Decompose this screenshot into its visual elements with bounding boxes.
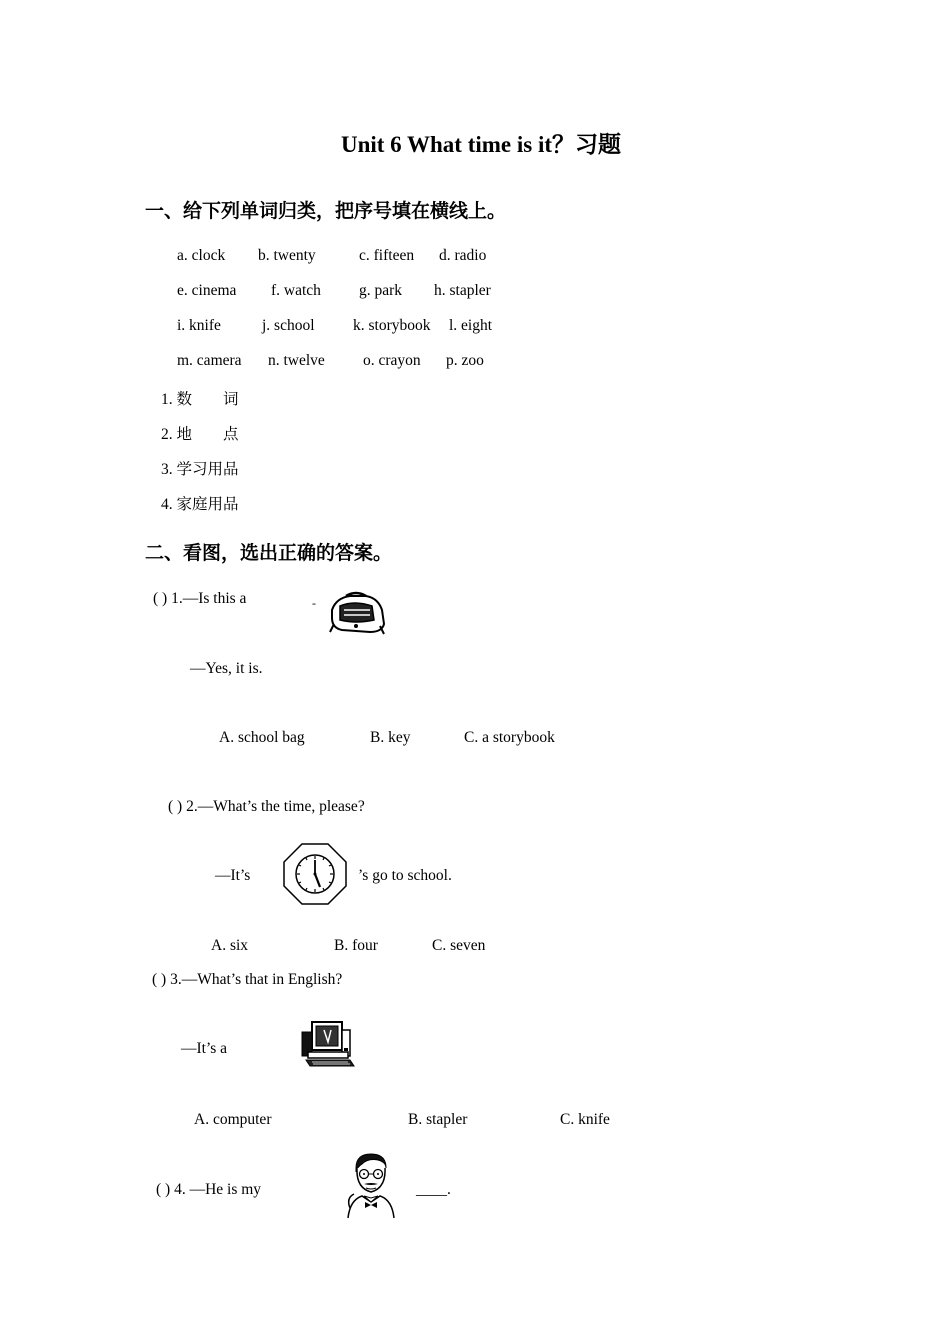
word-h: h. stapler <box>434 282 491 299</box>
clock-icon <box>282 842 348 906</box>
word-d: d. radio <box>439 247 487 264</box>
q2-option-a: A. six <box>211 937 249 954</box>
word-o: o. crayon <box>363 352 421 369</box>
word-g: g. park <box>359 282 403 299</box>
category-household-items: 4. 家庭用品 <box>161 496 239 513</box>
q4-question: ( ) 4. —He is my <box>156 1181 262 1198</box>
q3-answer: —It’s a <box>181 1040 228 1057</box>
word-l: l. eight <box>449 317 493 334</box>
word-p: p. zoo <box>446 352 484 369</box>
q1-dash: - <box>312 596 316 610</box>
q3-question: ( ) 3.—What’s that in English? <box>152 971 343 988</box>
q4-blank: ____. <box>416 1181 451 1198</box>
q1-option-a: A. school bag <box>219 729 305 746</box>
category-numbers: 1. 数 词 <box>161 391 239 408</box>
computer-icon <box>298 1018 360 1070</box>
q2-option-b: B. four <box>334 937 378 954</box>
q3-option-b: B. stapler <box>408 1111 468 1128</box>
section2-heading: 二、看图，选出正确的答案。 <box>145 542 393 564</box>
category-school-supplies: 3. 学习用品 <box>161 461 239 478</box>
word-m: m. camera <box>177 352 242 369</box>
q3-option-c: C. knife <box>560 1111 610 1128</box>
word-n: n. twelve <box>268 352 325 369</box>
section1-heading: 一、给下列单词归类，把序号填在横线上。 <box>145 200 507 222</box>
teacher-icon <box>342 1152 400 1220</box>
q2-answer-start: —It’s <box>215 867 251 884</box>
word-c: c. fifteen <box>359 247 415 264</box>
word-j: j. school <box>262 317 315 334</box>
category-places: 2. 地 点 <box>161 426 239 443</box>
page-title: Unit 6 What time is it？习题 <box>340 132 622 157</box>
q1-answer: —Yes, it is. <box>190 660 263 677</box>
q1-option-b: B. key <box>370 729 411 746</box>
word-e: e. cinema <box>177 282 237 299</box>
q2-answer-end: ’s go to school. <box>358 867 452 884</box>
word-i: i. knife <box>177 317 221 334</box>
word-b: b. twenty <box>258 247 316 264</box>
school-bag-icon <box>326 590 388 636</box>
q2-question: ( ) 2.—What’s the time, please? <box>168 798 365 815</box>
word-f: f. watch <box>271 282 321 299</box>
q1-option-c: C. a storybook <box>464 729 555 746</box>
word-k: k. storybook <box>353 317 431 334</box>
q1-question: ( ) 1.—Is this a <box>153 590 247 607</box>
q3-option-a: A. computer <box>194 1111 272 1128</box>
q2-option-c: C. seven <box>432 937 486 954</box>
word-a: a. clock <box>177 247 226 264</box>
